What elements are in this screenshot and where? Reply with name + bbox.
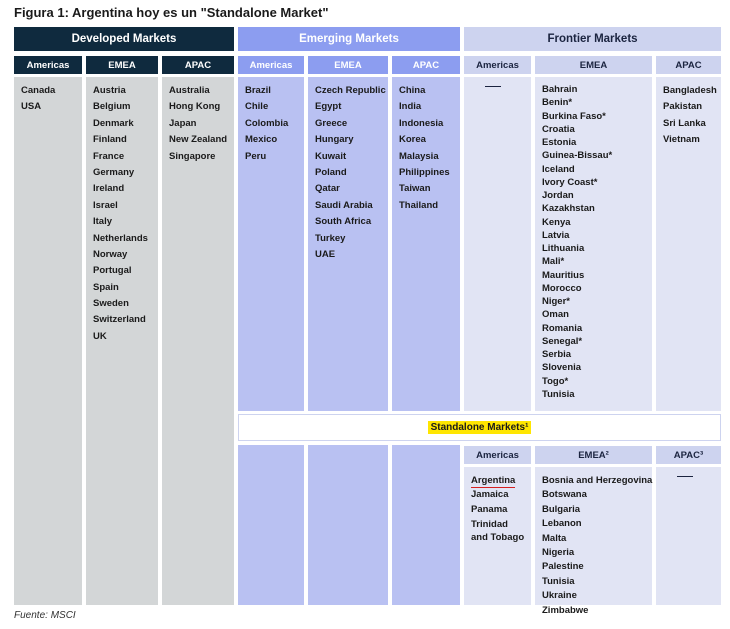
emerging-markets-header: Emerging Markets [238, 27, 460, 51]
list-item: Bahrain [542, 84, 578, 95]
argentina-highlight: Argentina [471, 475, 516, 486]
frontier-americas-header: Americas [464, 56, 531, 74]
frontier-emea-header: EMEA [535, 56, 652, 74]
list-item: New Zealand [169, 134, 228, 146]
list-item: Estonia [542, 137, 577, 148]
list-item: Peru [245, 150, 267, 162]
list-item: Mali* [542, 256, 565, 268]
frontier-emea-list [535, 77, 652, 411]
list-item: Japan [169, 117, 197, 129]
list-item: Pakistan [663, 101, 703, 113]
list-item: Belgium [93, 101, 131, 113]
list-item: Botswana [542, 489, 587, 501]
list-item: Thailand [399, 199, 439, 211]
list-item: Bosnia and Herzegovina [542, 475, 653, 486]
list-item: Greece [315, 117, 348, 129]
standalone-americas-header: Americas [464, 446, 531, 464]
list-item: India [399, 101, 422, 113]
list-item: Indonesia [399, 117, 444, 129]
list-item: Mauritius [542, 269, 585, 281]
list-item: South Africa [315, 216, 372, 228]
list-item: Kenya [542, 216, 571, 228]
list-item: Switzerland [93, 314, 146, 326]
standalone-emea-header: EMEA² [535, 446, 652, 464]
list-item: Singapore [169, 150, 216, 162]
emerging-americas-header: Americas [238, 56, 304, 74]
list-item: Kazakhstan [542, 203, 595, 215]
list-item: Israel [93, 199, 118, 211]
list-item: Korea [399, 134, 426, 146]
list-item: Ireland [93, 183, 125, 195]
emerging-apac-list [392, 77, 460, 411]
list-item: China [399, 85, 426, 96]
list-item [471, 474, 531, 488]
list-item: Latvia [542, 229, 570, 241]
list-item: Lithuania [542, 243, 585, 254]
list-item: Canada [21, 85, 56, 96]
list-item: Denmark [93, 117, 134, 129]
list-item: Tunisia [542, 575, 575, 587]
list-item: Morocco [542, 282, 582, 294]
list-item: Croatia [542, 123, 575, 135]
list-item: USA [21, 101, 42, 113]
developed-emea-list [86, 77, 158, 605]
emerging-emea-header: EMEA [308, 56, 388, 74]
list-item: Jamaica [471, 489, 509, 501]
empty-dash [677, 476, 693, 477]
emerging-apac-lower [392, 445, 460, 605]
list-item: France [93, 150, 125, 162]
list-item: Bangladesh [663, 85, 717, 96]
list-item: Niger* [542, 296, 570, 307]
list-item: Panama [471, 503, 508, 515]
list-item: Tunisia [542, 388, 575, 400]
list-item: Togo* [542, 375, 569, 387]
frontier-apac-list [656, 77, 721, 411]
list-item: Taiwan [399, 183, 431, 195]
list-item: Bulgaria [542, 503, 581, 515]
list-item: Brazil [245, 85, 271, 96]
list-item: Spain [93, 281, 119, 293]
list-item: Chile [245, 101, 269, 113]
list-item: Germany [93, 166, 135, 178]
list-item: Turkey [315, 232, 346, 244]
list-item: UAE [315, 248, 336, 260]
developed-americas-list [14, 77, 82, 605]
list-item: Iceland [542, 163, 575, 175]
list-item: Malaysia [399, 150, 439, 162]
developed-americas-header: Americas [14, 56, 82, 74]
list-item: Kuwait [315, 150, 347, 162]
frontier-apac-header: APAC [656, 56, 721, 74]
list-item: Hong Kong [169, 101, 221, 113]
frontier-americas-list [464, 77, 531, 411]
standalone-markets-header [238, 414, 721, 441]
list-item: Sri Lanka [663, 117, 706, 129]
list-item: Norway [93, 248, 128, 260]
developed-apac-list [162, 77, 234, 605]
developed-emea-header: EMEA [86, 56, 158, 74]
list-item: Netherlands [93, 232, 148, 244]
source-note: Fuente: MSCI [14, 610, 76, 621]
list-item: Philippines [399, 166, 450, 178]
emerging-apac-header: APAC [392, 56, 460, 74]
figure-title: Figura 1: Argentina hoy es un "Standalone Market" [14, 5, 329, 20]
standalone-apac-list [656, 467, 721, 605]
standalone-apac-header: APAC³ [656, 446, 721, 464]
list-item: Australia [169, 85, 210, 96]
developed-markets-header: Developed Markets [14, 27, 234, 51]
list-item: Portugal [93, 265, 132, 277]
list-item: Benin* [542, 97, 573, 109]
list-item: Czech Republic [315, 85, 386, 96]
standalone-emea-list [535, 467, 653, 616]
list-item: Zimbabwe [542, 604, 589, 616]
standalone-markets-label: Standalone Markets¹ [428, 421, 532, 434]
empty-dash [485, 86, 501, 87]
list-item: Serbia [542, 349, 572, 360]
list-item: Senegal* [542, 335, 583, 347]
list-item: Poland [315, 166, 347, 178]
list-item: Saudi Arabia [315, 199, 373, 211]
developed-apac-header: APAC [162, 56, 234, 74]
list-item: UK [93, 330, 107, 342]
list-item: Oman [542, 309, 569, 321]
list-item: Finland [93, 134, 127, 146]
list-item: Malta [542, 532, 567, 544]
list-item: Qatar [315, 183, 340, 195]
emerging-americas-list [238, 77, 304, 411]
list-item: Italy [93, 216, 113, 228]
list-item: Austria [93, 85, 126, 96]
list-item: Hungary [315, 134, 354, 146]
emerging-americas-lower [238, 445, 304, 605]
list-item: Slovenia [542, 362, 582, 374]
emerging-emea-list [308, 77, 388, 411]
list-item: Lebanon [542, 518, 582, 530]
frontier-markets-header: Frontier Markets [464, 27, 721, 51]
list-item: Guinea-Bissau* [542, 150, 613, 162]
list-item: Mexico [245, 134, 278, 146]
list-item: Romania [542, 322, 583, 334]
list-item: Palestine [542, 561, 584, 573]
list-item: Colombia [245, 117, 289, 129]
list-item: Burkina Faso* [542, 110, 606, 122]
list-item: Ivory Coast* [542, 176, 598, 188]
list-item: Trinidad and Tobago [471, 519, 525, 544]
list-item: Vietnam [663, 134, 700, 146]
list-item: Egypt [315, 101, 342, 113]
emerging-emea-lower [308, 445, 388, 605]
list-item: Jordan [542, 190, 574, 201]
standalone-americas-list [464, 467, 531, 605]
list-item: Nigeria [542, 546, 575, 558]
list-item: Sweden [93, 298, 129, 310]
list-item: Ukraine [542, 590, 577, 602]
